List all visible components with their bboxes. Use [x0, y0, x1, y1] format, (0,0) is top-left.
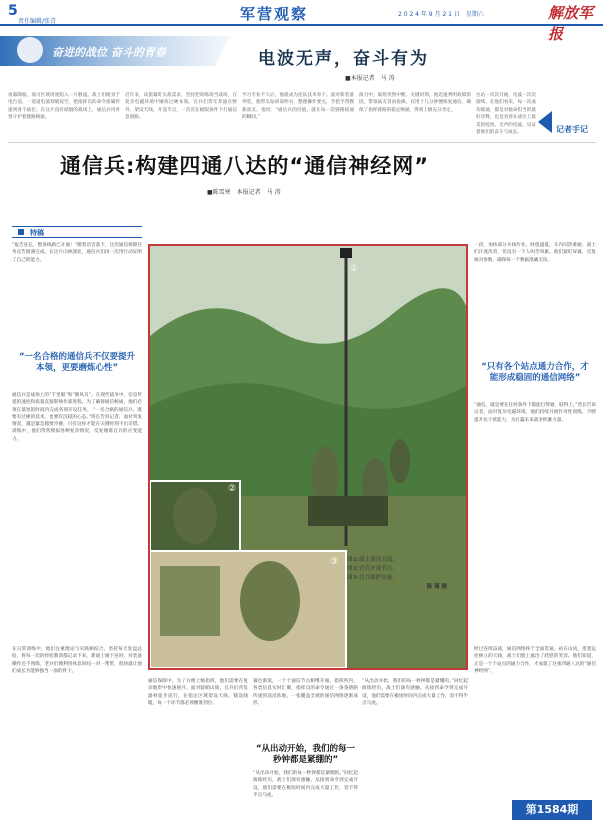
newspaper-logo: 解放军报 [548, 4, 594, 43]
pull-quote-1: “一名合格的通信兵不仅要提升本领，更要磨炼心性” [18, 352, 136, 373]
editor-credit: 责任编辑/张青 [18, 18, 57, 25]
middle-column-text-1: 通信保障中，为了方便上级指挥，他们需要在复杂地形中快速展开。面对陡峭山坡，官兵们背负器材徒步前行，在指定区域架设天线、铺设线缆，每一个环节都必须精准到位。 [148, 679, 248, 706]
right-column-text-3: 经过连续奋战，通信网络终于全面贯通。站在山顶，望着远处林立的天线，战士们脸上露出了欣慰的笑容。他们知道，正是一个个站点的通力合作，才成就了这张四通八达的“通信神经网”。 [474, 647, 596, 674]
issue-number-badge: 第1584期 [512, 800, 592, 820]
middle-column-text-4: “从出动开始，我们的每一秒钟都是紧绷的。”回忆起演练经历，战士们深有感触。从接到命令到完成开设，他们需要在极短时间内完成大量工作，容不得半点马虎。 [362, 679, 468, 706]
svg-text:③: ③ [330, 557, 339, 567]
middle-column-text-2: 暮色渐浓，一个个通信节点相继开通。指挥所内，各类信息实时汇聚，指挥员的命令通过一条条链路传递到前沿阵地，一张覆盖全域的通信网络逐渐成形。 [253, 679, 358, 706]
main-story-title: 通信兵:构建四通八达的“通信神经网” [60, 154, 430, 178]
page-header [0, 0, 603, 43]
banner-text: 奋进的战位 奋斗的青春 [52, 46, 166, 59]
left-column-text-3: 在日常训练中，他们注重理论与实践相结合，坚持每天复盘总结，将每一次的经验教训都记录下来。新战士刚下连时，对装备操作还不熟练，老兵们便利用休息时间一对一帮带，很快就让他们成长为能够独当一面的骨干。 [12, 647, 142, 674]
top-story-column-2: 近年来，该旅紧盯实战需求，坚持把训练场当战场，在复杂电磁环境中锤炼过硬本领。官兵们常年奔波在野外，架设天线、开设节点，一次次在极限条件下打通信息链路。 [125, 93, 237, 121]
top-story-column-1: 夜幕降临，演习区域再度陷入一片静谧。战士们俯身于电台前，一道道电波划破夜空，把指挥员的命令准确传递到各个战位。在这片没有硝烟的战场上，通信兵用青春守护着链路畅通。 [8, 93, 120, 121]
main-photo [148, 244, 468, 670]
left-column-text-2: 通信兵是战场上的“千里眼”和“顺风耳”。在现代战争中，信息传递的速度和质量直接影响作战进程。为了确保通信畅通，他们必须在最短的时间内完成各项开设任务。 “一名合格的通信兵，既要有过硬的技术，也要有沉稳的心态。”班长告诉记者，面对突发情况，越是紧急越要冷静，只有这样才能在关键时刻不出差错。训练中，他们常常模拟各种复杂情况，反复锤炼官兵的应变能力。 [12, 393, 142, 442]
svg-text:①: ① [350, 264, 359, 274]
main-story-byline: ■陈雪寒 本报记者 马 涛 [207, 189, 281, 196]
top-story-byline: ■本报记者 马 涛 [345, 75, 395, 82]
top-story-column-4: 演习中，联络突然中断。关键时刻，他迅速判明故障原因，带领战友冒雨抢修，仅用十几分钟便恢复通信，确保了指挥链路的稳定畅通，得到上级充分肯定。 [359, 93, 471, 113]
soldiers-photo-graphic [150, 246, 466, 668]
top-story-column-3: 学习专业不久后，他就成为连队技术骨干。面对新装备列装，他带头钻研说明书，整理操作要点，手把手带教新战友。他说：“通信兵的价值，就在每一次链路接通的瞬间。” [242, 93, 354, 121]
divider [8, 142, 596, 143]
middle-column-text-3: “从出动开始，我们的每一秒钟都是紧绷的。”回忆起演练经历，战士们深有感触。从接到命令到完成开设，他们需要在极短时间内完成大量工作，容不得半点马虎。 [253, 771, 358, 798]
section-title: 军营观察 [240, 5, 309, 23]
right-column-text-1: 一段，加快部分兵线作业。时值盛夏，车内闷热难耐，战士们汗流浃背，但没有一个人叫苦叫累。他们紧盯屏幕，反复核对参数，确保每一个数据准确无误。 [474, 243, 596, 263]
reporter-note-label: 记者手记 [556, 125, 588, 134]
top-story-title: 电波无声，奋斗有为 [258, 49, 429, 69]
right-column-text-2: “通信，就是要在任何条件下都能打得通、联得上。”营长告诉记者，面对复杂电磁环境，他们持续开展针对性训练，不断提升抗干扰能力，为打赢未来战争积蓄力量。 [474, 403, 596, 423]
photo-caption-text: 图①:战士架设天线。 图②:官兵开设节点。 图③:官兵维护设备。 [347, 557, 398, 581]
pull-quote-3: “只有各个站点通力合作，才能形成稳固的通信网络” [481, 362, 589, 383]
page-number: 5 [8, 3, 18, 19]
photo-caption [347, 556, 447, 592]
feature-tag: 特稿 [30, 229, 44, 237]
photo-credit: 陈 瑾 摄 [426, 584, 447, 590]
left-column-text-1: “报告连长，整条线路已开通！”随着话音落下，这次通信保障任务宣告圆满完成。在这片山林深处，通信兵们再一次用行动证明了自己的能力。 [12, 243, 142, 263]
issue-date: 2 0 2 4 年 9 月 2 1 日 星期六 [398, 11, 484, 18]
svg-text:②: ② [228, 484, 237, 494]
feature-tag-icon [18, 229, 24, 235]
pull-quote-2: “从出动开始，我们的每一秒钟都是紧绷的” [255, 744, 356, 765]
top-story-column-5: 台站一次次开通，电波一次次接续。在他们看来，每一次成功联通，都是对使命担当的最好诠释，也是青春在战位上最美的绽放。无声的电波，见证着他们的奋斗与成长。 [476, 93, 536, 136]
series-banner [0, 28, 230, 72]
